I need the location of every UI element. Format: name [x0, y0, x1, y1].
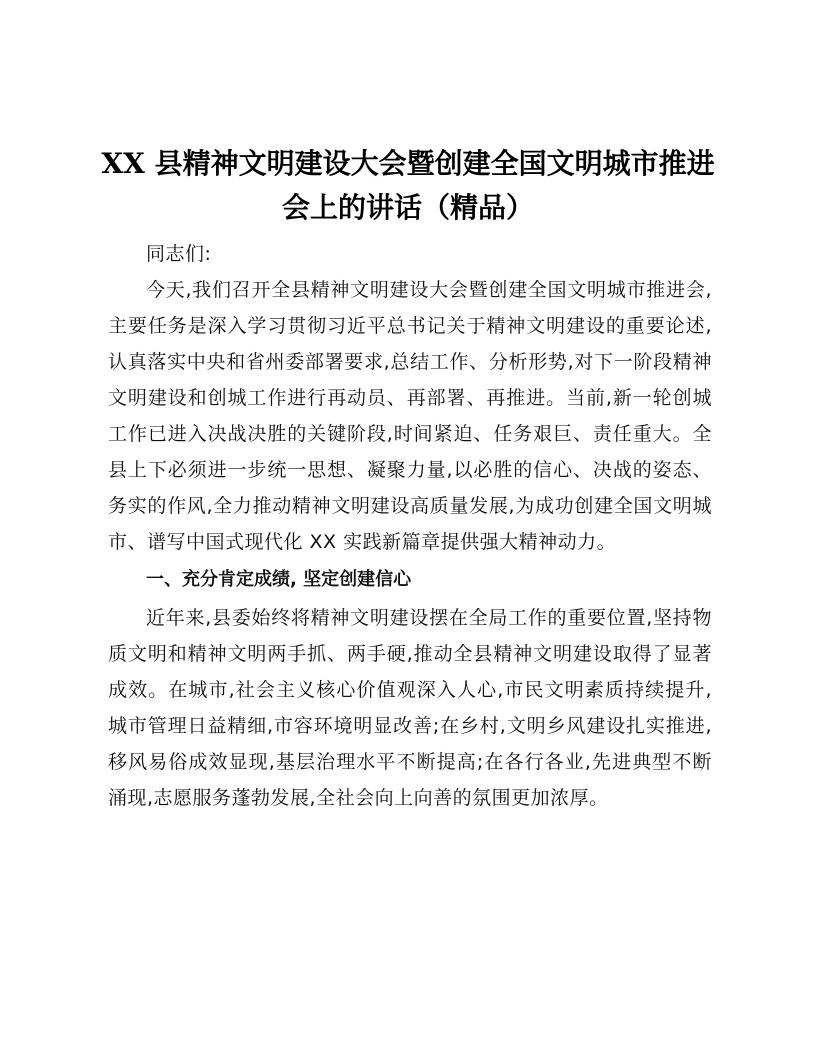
salutation: 同志们: [146, 243, 212, 265]
document-body [108, 236, 712, 816]
section-heading: 一、充分肯定成绩, 坚定创建信心 [146, 569, 412, 590]
paragraph-intro: 今天,我们召开全县精神文明建设大会暨创建全国文明城市推进会,主要任务是深入学习贯彻习近平总书记关于精神文明建设的重要论述,认真落实中央和省州委部署要求,总结工作、分析形势,对下一阶段精神文明建设和创城工作进行再动员、再部署、再推进。当前,新一轮创城工作已进入决战决胜的关键阶段,时间紧迫、任务艰巨、责任重大。全县上下必须进一步统一思想、凝聚力量,以必胜的信心、决战的姿态、务实的作风,全力推动精神文明建设高质量发展,为成功创建全国文明城市、谱写中国式现代化 XX 实践新篇章提供强大精神动力。 [108, 279, 712, 553]
paragraph-achievements: 近年来,县委始终将精神文明建设摆在全局工作的重要位置,坚持物质文明和精神文明两手抓、两手硬,推动全县精神文明建设取得了显著成效。在城市,社会主义核心价值观深入人心,市民文明素质持续提升,城市管理日益精细,市容环境明显改善;在乡村,文明乡风建设扎实推进,移风易俗成效显现,基层治理水平不断提高;在各行各业,先进典型不断涌现,志愿服务蓬勃发展,全社会向上向善的氛围更加浓厚。 [108, 607, 712, 809]
document-title: XX 县精神文明建设大会暨创建全国文明城市推进会上的讲话（精品） [101, 147, 715, 224]
